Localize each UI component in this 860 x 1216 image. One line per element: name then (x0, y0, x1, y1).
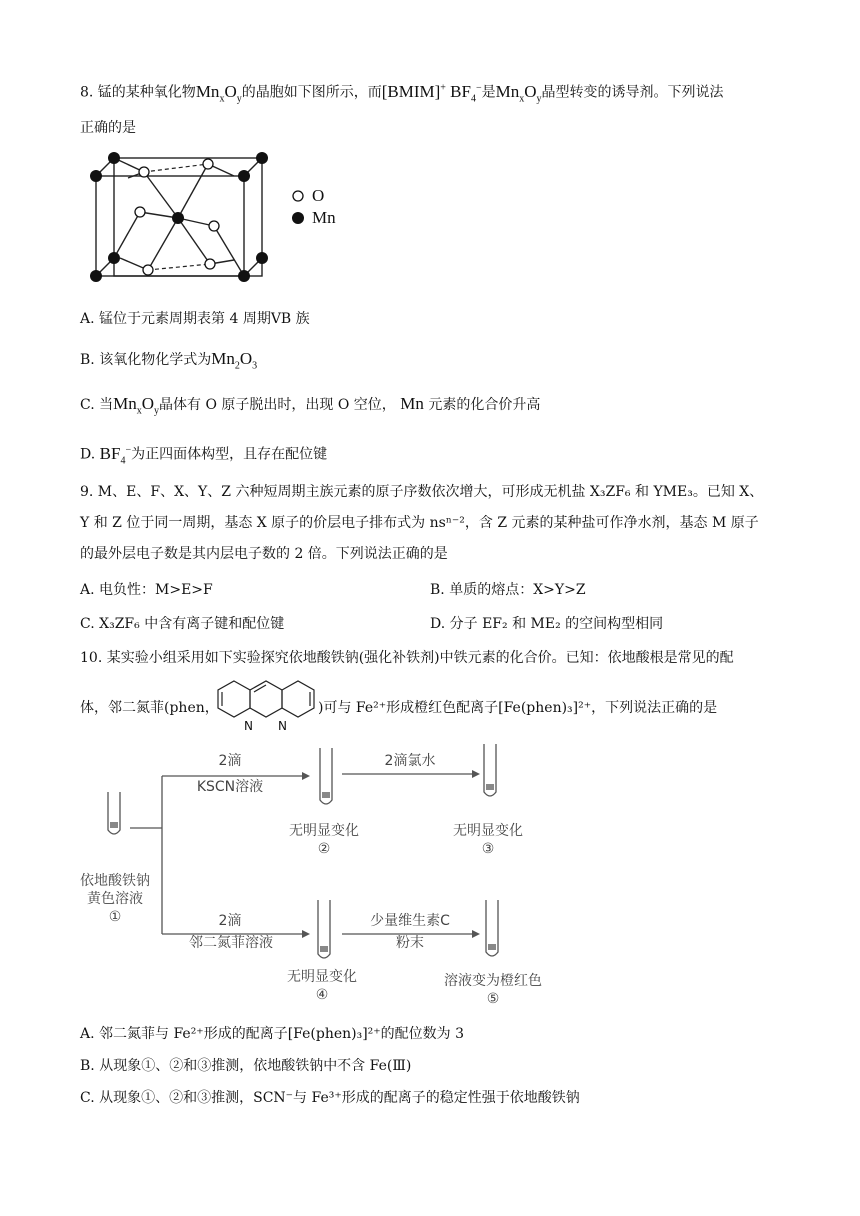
q8-stem-line1: 8. 锰的某种氧化物$Mn_xO_y$的晶胞如下图所示，而[BMIM]+ $BF_4^-$是$Mn_xO_y$晶型转变的诱导剂。下列说法 (80, 81, 724, 105)
q8-option-d: D. $BF_4^-$为正四面体构型，且存在配位键 (80, 443, 328, 467)
q9-stem-line3: 的最外层电子数是其内层电子数的 2 倍。下列说法正确的是 (80, 546, 448, 562)
phenanthroline-structure (214, 678, 318, 734)
q9-stem-line1: 9. M、E、F、X、Y、Z 六种短周期主族元素的原子序数依次增大，可形成无机盐 X₃ZF₆ 和 YME₃。已知 X、 (80, 484, 764, 500)
q9-option-b: B. 单质的熔点：X>Y>Z (430, 582, 586, 598)
q10-stem-line2-a: 体，邻二氮菲(phen， (80, 700, 219, 716)
q10-option-c: C. 从现象①、②和③推测，SCN⁻与 Fe³⁺形成的配离子的稳定性强于依地酸铁钠 (80, 1090, 580, 1106)
q9-option-d: D. 分子 EF₂ 和 ME₂ 的空间构型相同 (430, 616, 664, 632)
legend-o-label: O (312, 186, 325, 205)
q9-stem-line2: Y 和 Z 位于同一周期，基态 X 原子的价层电子排布式为 nsⁿ⁻²，含 Z 元素的某种盐可作净水剂，基态 M 原子 (80, 515, 759, 531)
q9-option-c: C. X₃ZF₆ 中含有离子键和配位键 (80, 616, 285, 632)
tube1-label: 依地酸铁钠 黄色溶液 ① (80, 873, 150, 925)
arrow1-label-top: 2滴 (218, 753, 242, 769)
arrow3-label-bottom: 邻二氮菲溶液 (189, 935, 273, 951)
tube3-label: 无明显变化 ③ (453, 823, 523, 857)
legend-mn-label: Mn (312, 208, 336, 227)
q8-option-a: A. 锰位于元素周期表第 4 周期ⅤB 族 (80, 311, 310, 327)
q10-stem-line2-b: )可与 Fe²⁺形成橙红色配离子[Fe(phen)₃]²⁺，下列说法正确的是 (318, 700, 718, 716)
tube5-label: 溶液变为橙红色 ⑤ (444, 973, 542, 1007)
q10-stem-line1: 10. 某实验小组采用如下实验探究依地酸铁钠(强化补铁剂)中铁元素的化合价。已知：依地酸根是常见的配 (80, 650, 734, 666)
tube4-label: 无明显变化 ④ (287, 969, 357, 1003)
arrow1-label-bottom: KSCN溶液 (196, 779, 264, 795)
q8-option-c: C. 当$Mn_xO_y$晶体有 O 原子脱出时，出现 O 空位， Mn 元素的化合价升高 (80, 394, 541, 417)
q8-stem-line2: 正确的是 (80, 120, 136, 136)
arrow3-label-top: 2滴 (218, 913, 242, 929)
q10-option-a: A. 邻二氮菲与 Fe²⁺形成的配离子[Fe(phen)₃]²⁺的配位数为 3 (80, 1026, 465, 1042)
q10-option-b: B. 从现象①、②和③推测，依地酸铁钠中不含 Fe(Ⅲ) (80, 1058, 412, 1074)
arrow4-label-top: 少量维生素C (370, 913, 450, 929)
svg-text:N: N (244, 719, 253, 733)
q9-option-a: A. 电负性：M>E>F (80, 582, 213, 598)
tube2-label: 无明显变化 ② (289, 823, 359, 857)
arrow2-label: 2滴氯水 (384, 753, 436, 769)
svg-text:N: N (278, 719, 287, 733)
q8-option-b: B. 该氧化物化学式为$Mn_2O_3$ (80, 349, 258, 372)
arrow4-label-bottom: 粉末 (396, 935, 424, 951)
